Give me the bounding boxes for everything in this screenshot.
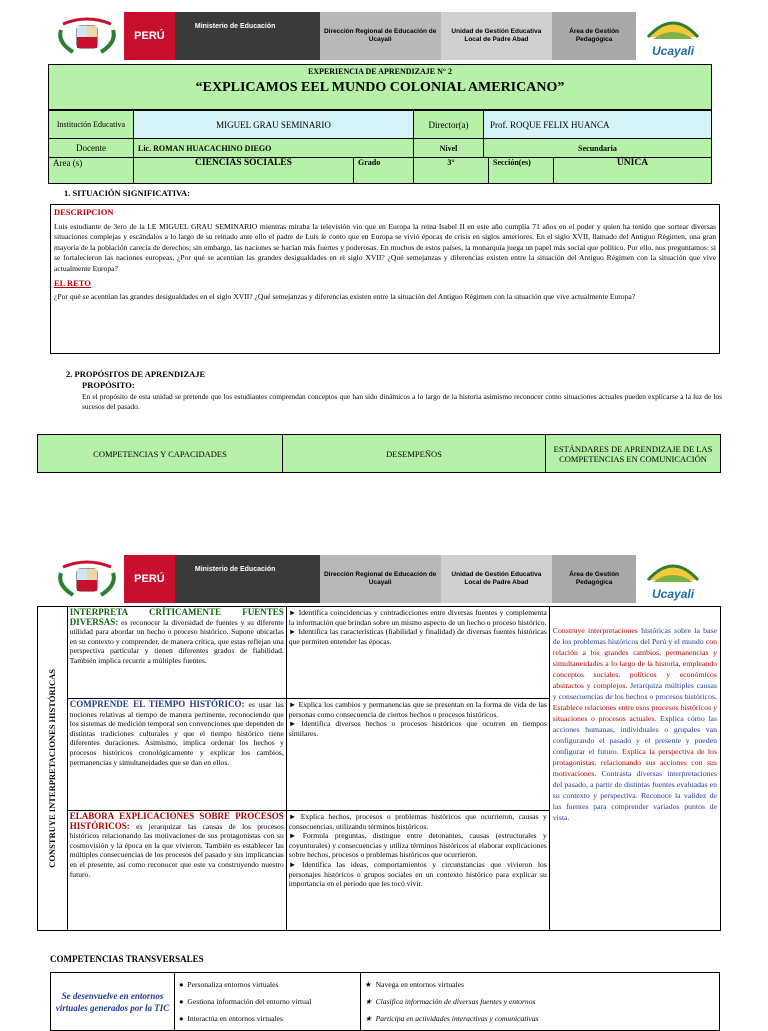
standards-cell <box>549 607 720 931</box>
header-banner-2 <box>50 555 710 603</box>
transversal-title: COMPETENCIAS TRANSVERSALES <box>50 954 204 964</box>
standard-text: Construye interpretaciones <box>552 626 638 635</box>
capacity-3-text: es jerarquizar las causas de los procesos históricos relacionando las motivaciones de sus protagonistas con su cosmovisión y la época en la que vivieron. También es establecer las múltiples consecuencias de los procesos del pasado y sus implicancias en el presente, así como reconocer que este va construyendo nuestro futuro. <box>69 821 284 879</box>
info-table <box>48 110 712 158</box>
transversal-table <box>50 972 720 1031</box>
section-1-title: 1. SITUACIÓN SIGNIFICATIVA: <box>64 188 191 198</box>
standard-text: Jerarquiza múltiples causas y consecuencias de los hechos o procesos históricos. <box>552 681 717 701</box>
capacity-2 <box>67 699 286 811</box>
logo-text: Ucayali <box>652 44 695 58</box>
transversal-performance: Clasifica información de diversas fuentes y entornos <box>375 997 536 1006</box>
situation-box <box>50 204 720 354</box>
competency-table <box>37 606 721 931</box>
transversal-performance: Navega en entornos virtuales <box>375 980 464 989</box>
description-label: DESCRIPCION <box>54 207 114 217</box>
standards-header: ESTÁNDARES DE APRENDIZAJE DE LAS COMPETENCIAS EN COMUNICACIÓN <box>546 435 721 473</box>
grade-value: 3° <box>414 158 489 184</box>
section-value: ÚNICA <box>554 158 712 184</box>
capacity-1 <box>67 607 286 699</box>
pedagogic-area-label: Área de Gestión Pedagógica <box>552 555 636 603</box>
logo-text: Ucayali <box>652 587 695 601</box>
capacity-2-text: es usar las nociones relativas al tiempo de manera pertinente, reconociendo que los sistemas de medición temporal son convenciones que dependen de distintas tradiciones culturales y que el tiempo histórico tiene diferentes duraciones. Asimismo, implica ordenar los hechos y procesos históricos cronológicamente y explicar los cambios, permanencias y simultaneidades que se dan en ellos. <box>69 700 284 767</box>
capacity-1-text: es reconocer la diversidad de fuentes y su diferente utilidad para abordar un hecho o proceso histórico. Supone ubicarlas en su contexto y comprender, de manera crítica, que estas reflejan una perspectiva particular y tienen diferentes grados de fiabilidad. También implica recurrir a múltiples fuentes. <box>69 617 284 665</box>
purpose-label: PROPÓSITO: <box>82 380 135 390</box>
transversal-items: ● Personaliza entornos virtuales ● Gestiona información del entorno virtual ● Interactúa en entornos virtuales <box>175 973 361 1031</box>
standard-text: Explica cómo las acciones humanas, individuales o grupales van configurando el pasado y el presente y pueden configurar el futuro. <box>552 714 717 756</box>
challenge-label: EL RETO <box>54 278 91 288</box>
level-value: Secundaria <box>484 139 712 158</box>
ucayali-logo-icon <box>636 12 710 60</box>
transversal-performances: ★ Navega en entornos virtuales ★ Clasifica información de diversas fuentes y entornos ★ Participa en actividades interactivas y comunicativas <box>361 973 720 1031</box>
standard-text: Contrasta diversas interpretaciones del pasado, a partir de distintas fuentes evaluadas en su contexto y perspectiva. Reconoce la validez de las fuentes para comprender variados puntos de vista. <box>552 769 717 822</box>
competencies-header: COMPETENCIAS Y CAPACIDADES <box>38 435 283 473</box>
ugel-label: Unidad de Gestión Educativa Local de Padre Abad <box>441 555 553 603</box>
purpose-text: En el propósito de esta unidad se pretende que los estudiantes comprendan conceptos que han sido dinámicos a lo largo de la historia asimismo reconocer como situaciones actuales pueden explicarse a la luz de los sucesos del pasado. <box>82 392 722 411</box>
capacity-3-title: ELABORA EXPLICACIONES SOBRE PROCESOS HISTÓRICOS: <box>69 811 284 831</box>
director-value: Prof. ROQUE FELIX HUANCA <box>484 111 712 139</box>
performances-2: ► Explica los cambios y permanencias que se presentan en la forma de vida de las personas como consecuencia de ciertos hechos o procesos históricos. ► Identifica diversos hechos o procesos históricos que ocurren en tiempos similares. <box>286 699 549 811</box>
pedagogic-area-label: Área de Gestión Pedagógica <box>552 12 636 60</box>
capacity-2-title: COMPRENDE EL TIEMPO HISTÓRICO: <box>69 699 245 709</box>
ugel-label: Unidad de Gestión Educativa Local de Padre Abad <box>441 12 553 60</box>
institution-value: MIGUEL GRAU SEMINARIO <box>134 111 414 139</box>
performances-1: ► Identifica coincidencias y contradicciones entre diversas fuentes y complementa la información que brindan sobre un mismo aspecto de un hecho o proceso histórico. ► Identifica las características (fiabilidad y finalidad) de diversas fuentes históricas que permiten entender las épocas. <box>286 607 549 699</box>
transversal-item: Personaliza entornos virtuales <box>187 980 279 989</box>
description-text: Luis estudiante de 3ero de la I.E MIGUEL GRAU SEMINARIO mientras miraba la televisión vio que en Europa la reina Isabel II en este año cumplía 71 años en el poder y quien ha tenido que sortear diversas situaciones complejas y escándalos a lo largo de su reinado ante ello el padre de Luis le conto que en Europa se vivió épocas de crisis en siglos anteriores. En el siglo XVII, llamado del Antiguo Régimen, una gran mayoría de la población carecía de derechos; sin embargo, las naciones se hacían más fuertes y poderosas. En muchos de estos países, la monarquía juega un papel más social que político. Por ello, nos preguntamos: si se fortalecieron las naciones europeas, ¿Por qué se acentúan las grandes desigualdades en el siglo XVII? ¿Qué semejanzas y diferencias existen entre la situación del Antiguo Régimen con la situación que vive actualmente Europa? <box>54 221 716 273</box>
performance-item: Identifica las ideas, comportamientos y circunstancias que vivieron los personajes históricos o grupos sociales en un contexto histórico para explicar su importancia en el periodo que les tocó vivir. <box>288 859 547 889</box>
header-banner <box>50 12 710 60</box>
transversal-performance: Participa en actividades interactivas y comunicativas <box>375 1014 539 1023</box>
ministry-label: Ministerio de Educación <box>175 12 320 60</box>
challenge-text: ¿Por qué se acentúan las grandes desigualdades en el siglo XVII? ¿Qué semejanzas y diferencias existen entre la situación del Antiguo Régimen con la situación que vive actualmente Europa? <box>54 291 636 301</box>
section-label: Sección(es) <box>489 158 554 184</box>
transversal-label: Se desenvuelve en entornos virtuales generados por la TIC <box>51 973 175 1031</box>
performance-item: Explica los cambios y permanencias que se presentan en la forma de vida de las personas como consecuencia de ciertos hechos o procesos históricos. <box>288 700 547 719</box>
area-value: CIENCIAS SOCIALES <box>134 158 354 184</box>
regional-direction-label: Dirección Regional de Educación de Ucayali <box>320 12 441 60</box>
country-label: PERÚ <box>124 555 175 603</box>
grade-label: Grado <box>354 158 414 184</box>
ministry-label: Ministerio de Educación <box>175 555 320 603</box>
country-label: PERÚ <box>124 12 175 60</box>
competency-header <box>37 434 721 473</box>
transversal-item: Interactúa en entornos virtuales <box>187 1014 283 1023</box>
performances-3: ► Explica hechos, procesos o problemas históricos que ocurrieron, causas y consecuencias, utilizando términos históricos. ► Formula preguntas, distingue entre detonantes, causas (estructurales y coyunturales) y consecuencias y utiliza términos históricos al elaborar explicaciones sobre hechos, procesos o problemas históricos que ocurrieron. ► Identifica las ideas, comportamientos y circunstancias que vivieron los personajes históricos o grupos sociales en un contexto histórico para explicar su importancia en el periodo que les tocó vivir. <box>286 811 549 931</box>
performance-item: Explica hechos, procesos o problemas históricos que ocurrieron, causas y consecuencias, utilizando términos históricos. <box>288 812 547 831</box>
standard-text: Explica la perspectiva de los protagonistas, relacionando sus acciones con sus motivaciones. <box>552 747 717 778</box>
capacity-1-title: INTERPRETA CRÍTICAMENTE FUENTES DIVERSAS: <box>69 607 284 627</box>
peru-shield-icon <box>50 12 124 60</box>
performance-item: Formula preguntas, distingue entre detonantes, causas (estructurales y coyunturales) y consecuencias y utiliza términos históricos al elaborar explicaciones sobre hechos, procesos o problemas históricos que ocurrieron. <box>288 831 547 860</box>
level-label: Nivel <box>414 139 484 158</box>
performances-header: DESEMPEÑOS <box>283 435 546 473</box>
performance-item: Identifica las características (fiabilidad y finalidad) de diversas fuentes históricas que permiten entender las épocas. <box>288 627 547 646</box>
director-label: Director(a) <box>414 111 484 139</box>
area-label: Area (s) <box>49 158 134 184</box>
standard-text: Establece relaciones entre esos procesos históricos y situaciones o procesos actuales. <box>552 703 717 723</box>
experience-title: “EXPLICAMOS EEL MUNDO COLONIAL AMERICANO” <box>195 80 565 95</box>
section-2-title: 2. PROPÓSITOS DE APRENDIZAJE <box>66 369 206 379</box>
ucayali-logo-icon <box>636 555 710 603</box>
standard-text: con relación a los grandes cambios, permanencias y simultaneidades a lo largo de la historia, empleando conceptos sociales, políticos y económicos abstractos y complejos. <box>552 637 717 690</box>
standard-text: históricas sobre la base de los problemas históricos del Perú y el mundo <box>552 626 717 646</box>
competency-vertical-label: CONSTRUYE INTERPRETACIONES HISTÓRICAS <box>46 669 57 868</box>
regional-direction-label: Dirección Regional de Educación de Ucayali <box>320 555 441 603</box>
title-table <box>48 64 712 110</box>
transversal-item: Gestiona información del entorno virtual <box>187 997 312 1006</box>
teacher-value: Lic. ROMAN HUACACHINO DIEGO <box>134 139 414 158</box>
peru-shield-icon <box>50 555 124 603</box>
teacher-label: Docente <box>49 139 134 158</box>
experience-number: EXPERIENCIA DE APRENDIZAJE N° 2 <box>307 67 453 76</box>
performance-item: Identifica coincidencias y contradicciones entre diversas fuentes y complementa la información que brindan sobre un mismo aspecto de un hecho o proceso histórico. <box>288 608 547 627</box>
performance-item: Identifica diversos hechos o procesos históricos que ocurren en tiempos similares. <box>288 719 547 738</box>
institution-label: Institución Educativa <box>49 111 134 139</box>
area-table <box>48 157 712 184</box>
capacity-3 <box>67 811 286 931</box>
